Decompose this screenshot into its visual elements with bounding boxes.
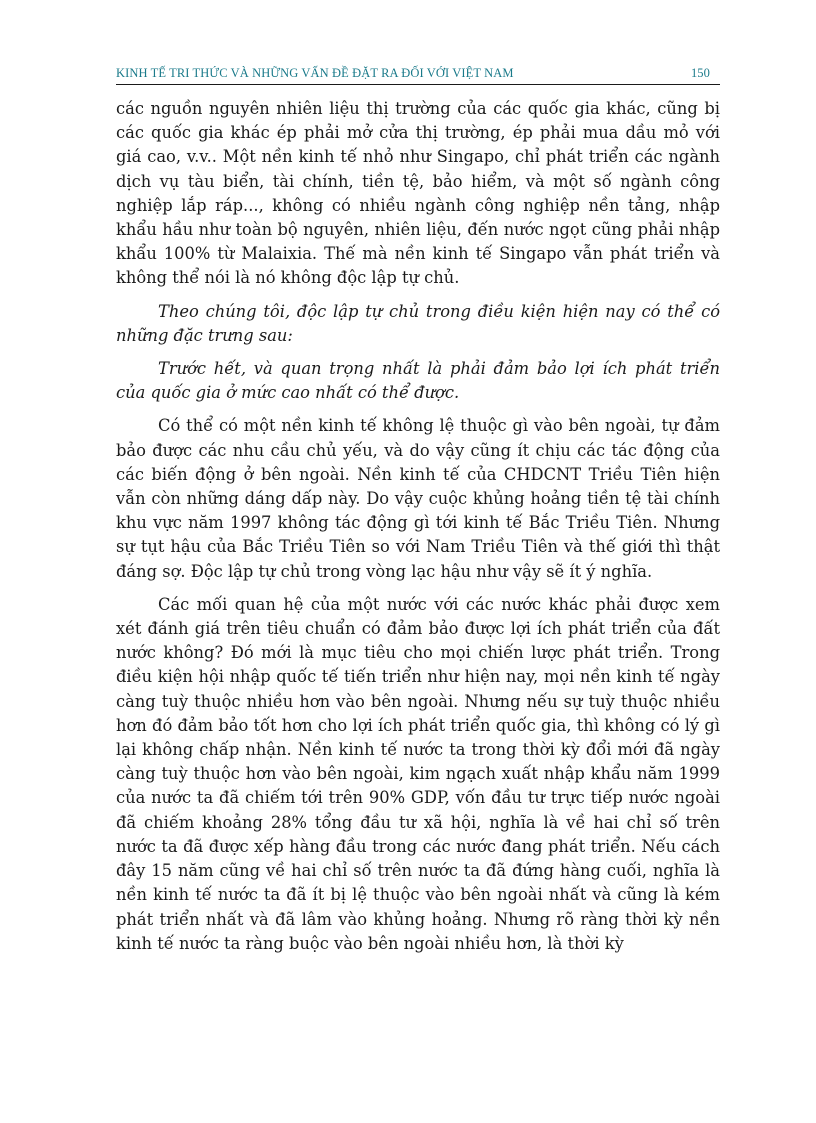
paragraph-north-korea: Có thể có một nền kinh tế không lệ thuộc gì vào bên ngoài, tự đảm bảo được các nhu cầu chủ yếu, và do vậy cũng ít chịu các tác động của các biến động ở bên ngoài. Nền kinh tế của CHDCNT Triều Tiên hiện vẫn còn những dáng dấp này. Do vậy cuộc khủng hoảng tiền tệ tài chính khu vực năm 1997 không tác động gì tới kinh tế Bắc Triều Tiên. Nhưng sự tụt hậu của Bắc Triều Tiên so với Nam Triều Tiên và thế giới thì thật đáng sợ. Độc lập tự chủ trong vòng lạc hậu như vậy sẽ ít ý nghĩa. [116, 416, 720, 581]
running-header-title: KINH TẾ TRI THỨC VÀ NHỮNG VẤN ĐỀ ĐẶT RA ĐỐI VỚI VIỆT NAM [116, 66, 514, 80]
running-header [116, 62, 720, 85]
paragraph-italic-intro: Theo chúng tôi, độc lập tự chủ trong điều kiện hiện nay có thể có những đặc trưng sau: [116, 301, 720, 345]
paragraph-italic-first-point: Trước hết, và quan trọng nhất là phải đảm bảo lợi ích phát triển của quốc gia ở mức cao nhất có thể được. [116, 359, 720, 403]
paragraph-relations: Các mối quan hệ của một nước với các nước khác phải được xem xét đánh giá trên tiêu chuẩn có đảm bảo được lợi ích phát triển của đất nước không? Đó mới là mục tiêu cho mọi chiến lược phát triển. Trong điều kiện hội nhập quốc tế tiến triển như hiện nay, mọi nền kinh tế ngày càng tuỳ thuộc nhiều hơn vào bên ngoài. Nhưng nếu sự tuỳ thuộc nhiều hơn đó đảm bảo tốt hơn cho lợi ích phát triển quốc gia, thì không có lý gì lại không chấp nhận. Nền kinh tế nước ta trong thời kỳ đổi mới đã ngày càng tuỳ thuộc hơn vào bên ngoài, kim ngạch xuất nhập khẩu năm 1999 của nước ta đã chiếm tới trên 90% GDP, vốn đầu tư trực tiếp nước ngoài đã chiếm khoảng 28% tổng đầu tư xã hội, nghĩa là về hai chỉ số trên nước ta đã được xếp hàng đầu trong các nước đang phát triển. Nếu cách đây 15 năm cũng về hai chỉ số trên nước ta đã đứng hàng cuối, nghĩa là nền kinh tế nước ta đã ít bị lệ thuộc vào bên ngoài nhất và cũng là kém phát triển nhất và đã lâm vào khủng hoảng. Nhưng rõ ràng thời kỳ nền kinh tế nước ta ràng buộc vào bên ngoài nhiều hơn, là thời kỳ [116, 594, 720, 953]
paragraph-continuation: các nguồn nguyên nhiên liệu thị trường của các quốc gia khác, cũng bị các quốc gia khác ép phải mở cửa thị trường, ép phải mua dầu mỏ với giá cao, v.v.. Một nền kinh tế nhỏ như Singapo, chỉ phát triển các ngành dịch vụ tàu biển, tài chính, tiền tệ, bảo hiểm, và một số ngành công nghiệp lắp ráp..., không có nhiều ngành công nghiệp nền tảng, nhập khẩu hầu như toàn bộ nguyên, nhiên liệu, đến nước ngọt cũng phải nhập khẩu 100% từ Malaixia. Thế mà nền kinh tế Singapo vẫn phát triển và không thể nói là nó không độc lập tự chủ. [116, 99, 720, 288]
body-text [116, 97, 720, 965]
page-number: 150 [690, 66, 710, 80]
